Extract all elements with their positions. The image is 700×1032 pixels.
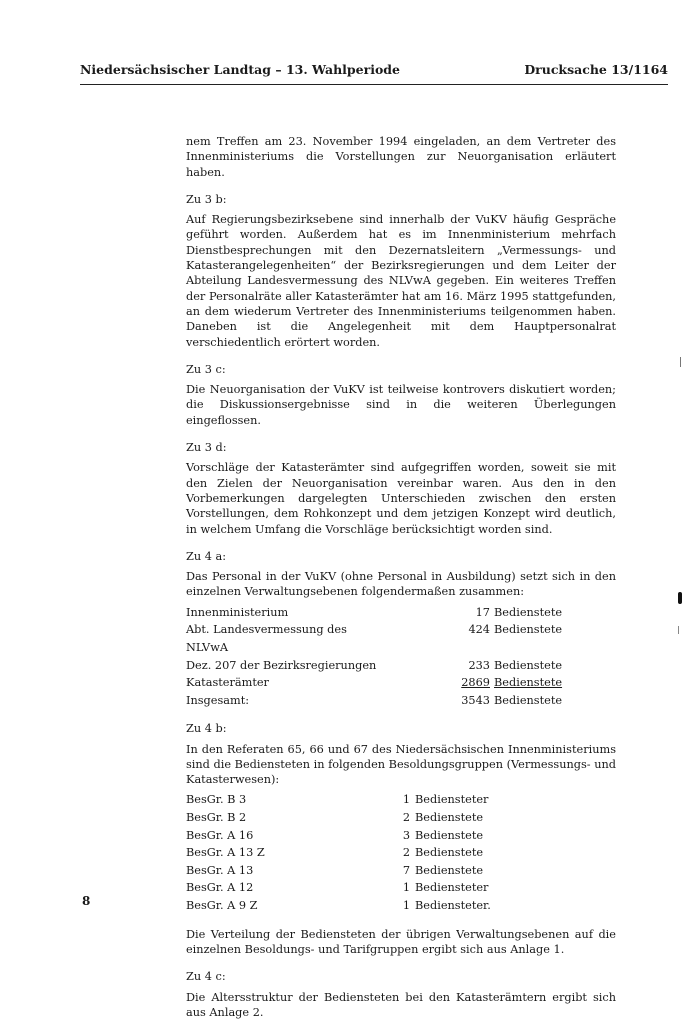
grade-unit: Bedienstete bbox=[415, 828, 484, 842]
scan-artifact bbox=[678, 626, 679, 634]
table-row bbox=[186, 604, 602, 622]
staff-count: 233 bbox=[468, 658, 490, 672]
staff-count: 2869 bbox=[461, 676, 490, 690]
pay-grade: BesGr. A 16 bbox=[186, 828, 254, 842]
grade-count: 3 bbox=[402, 828, 410, 842]
table-row bbox=[186, 879, 595, 897]
pay-grade: BesGr. A 12 bbox=[186, 881, 254, 895]
section-text-4c: Die Altersstruktur der Bediensteten bei den Katasterämtern ergibt sich aus Anlage 2. bbox=[186, 990, 616, 1019]
section-text-3b: Auf Regierungsbezirksebene sind innerhalb der VuKV häufig Gespräche geführt worden. Außerdem hat es im Innenministerium mehrfach Dienstbesprechungen mit den Dezernatsleitern „Vermessungs- und Katasterangelegenheiten“ der Bezirksregierungen und dem Leiter der Abteilung Landesvermessung des NLVwA gegeben. Ein weiteres Treffen der Personalräte aller Katasterämter hat am 16. März 1995 stattgefunden, an dem wiederum Vertreter des Innenministeriums teilgenommen haben. Daneben ist die Angelegenheit mit dem Hauptpersonalrat verschiedentlich erörtert worden. bbox=[186, 213, 616, 349]
staff-unit: Bedienstete bbox=[494, 693, 563, 707]
section-heading-3d: Zu 3 d: bbox=[186, 441, 227, 455]
section-text-4b: In den Referaten 65, 66 und 67 des Niedersächsischen Innenministeriums sind die Bediensteten in folgenden Besoldungsgruppen (Vermessungs- und Katasterwesen): bbox=[186, 742, 616, 787]
staff-level: Insgesamt: bbox=[186, 693, 250, 707]
staff-unit: Bedienstete bbox=[494, 658, 563, 672]
scan-artifact bbox=[680, 357, 681, 367]
table-row bbox=[186, 844, 595, 862]
grade-unit: Bedienstete bbox=[415, 811, 484, 825]
staff-unit: Bedienstete bbox=[494, 605, 563, 619]
table-row bbox=[186, 862, 595, 880]
table-row bbox=[186, 657, 602, 675]
grade-unit: Bedienstete bbox=[415, 863, 484, 877]
section-heading-3b: Zu 3 b: bbox=[186, 192, 227, 206]
staff-unit: Bedienstete bbox=[494, 676, 563, 690]
section-heading-4a: Zu 4 a: bbox=[186, 549, 227, 563]
page-header bbox=[80, 58, 668, 85]
grade-count: 1 bbox=[402, 899, 410, 913]
pay-grade: BesGr. B 2 bbox=[186, 811, 247, 825]
table-row bbox=[186, 674, 602, 692]
scan-artifact bbox=[678, 592, 682, 604]
table-row bbox=[186, 791, 595, 809]
header-document-number: Drucksache 13/1164 bbox=[524, 62, 668, 77]
staff-level: Abt. Landesvermessung des NLVwA bbox=[186, 623, 347, 654]
table-row bbox=[186, 809, 595, 827]
table-row bbox=[186, 897, 595, 915]
header-title: Niedersächsischer Landtag – 13. Wahlperiode bbox=[80, 62, 400, 77]
table-row-total bbox=[186, 692, 602, 710]
staff-count: 424 bbox=[468, 623, 490, 637]
grade-unit: Bediensteter bbox=[415, 881, 489, 895]
staff-level: Katasterämter bbox=[186, 676, 269, 690]
page-number: 8 bbox=[82, 894, 91, 908]
grade-count: 2 bbox=[402, 811, 410, 825]
table-row bbox=[186, 621, 602, 656]
intro-paragraph: nem Treffen am 23. November 1994 eingeladen, an dem Vertreter des Innenministeriums die Vorstellungen zur Neuorganisation erläutert haben. bbox=[186, 135, 616, 179]
grade-count: 1 bbox=[402, 881, 410, 895]
staff-count: 3543 bbox=[461, 693, 490, 707]
staff-level: Dez. 207 der Bezirksregierungen bbox=[186, 658, 377, 672]
staff-level: Innenministerium bbox=[186, 605, 289, 619]
grade-unit: Bediensteter. bbox=[415, 899, 491, 913]
pay-grade: BesGr. A 13 bbox=[186, 863, 254, 877]
section-heading-4b: Zu 4 b: bbox=[186, 722, 227, 736]
section-text-3d: Vorschläge der Katasterämter sind aufgegriffen worden, soweit sie mit den Zielen der Neuorganisation vereinbar waren. Aus den in den Vorbemerkungen dargelegten Unterschieden zwischen den ersten Vorstellungen, dem Rohkonzept und dem jetzigen Konzept wird deutlich, in welchem Umfang die Vorschläge berücksichtigt worden sind. bbox=[186, 461, 616, 536]
staff-count: 17 bbox=[475, 605, 490, 619]
grade-count: 2 bbox=[402, 846, 410, 860]
grade-unit: Bediensteter bbox=[415, 793, 489, 807]
staff-unit: Bedienstete bbox=[494, 623, 563, 637]
grade-count: 1 bbox=[402, 793, 410, 807]
section-heading-3c: Zu 3 c: bbox=[186, 362, 226, 376]
table-row bbox=[186, 827, 595, 845]
section-heading-4c: Zu 4 c: bbox=[186, 970, 226, 984]
section-text-4a: Das Personal in der VuKV (ohne Personal in Ausbildung) setzt sich in den einzelnen Verwaltungsebenen folgendermaßen zusammen: bbox=[186, 570, 616, 599]
pay-grade: BesGr. B 3 bbox=[186, 793, 247, 807]
pay-grade-table bbox=[186, 791, 595, 914]
grade-unit: Bedienstete bbox=[415, 846, 484, 860]
section-text-3c: Die Neuorganisation der VuKV ist teilweise kontrovers diskutiert worden; die Diskussionsergebnisse sind in die weiteren Überlegungen eingeflossen. bbox=[186, 383, 616, 427]
grade-count: 7 bbox=[402, 863, 410, 877]
pay-grade: BesGr. A 13 Z bbox=[186, 846, 265, 860]
section-text-4b-after: Die Verteilung der Bediensteten der übrigen Verwaltungsebenen auf die einzelnen Besoldungs- und Tarifgruppen ergibt sich aus Anlage 1. bbox=[186, 927, 616, 956]
pay-grade: BesGr. A 9 Z bbox=[186, 899, 258, 913]
staff-table bbox=[186, 604, 602, 710]
document-body bbox=[186, 134, 616, 1032]
